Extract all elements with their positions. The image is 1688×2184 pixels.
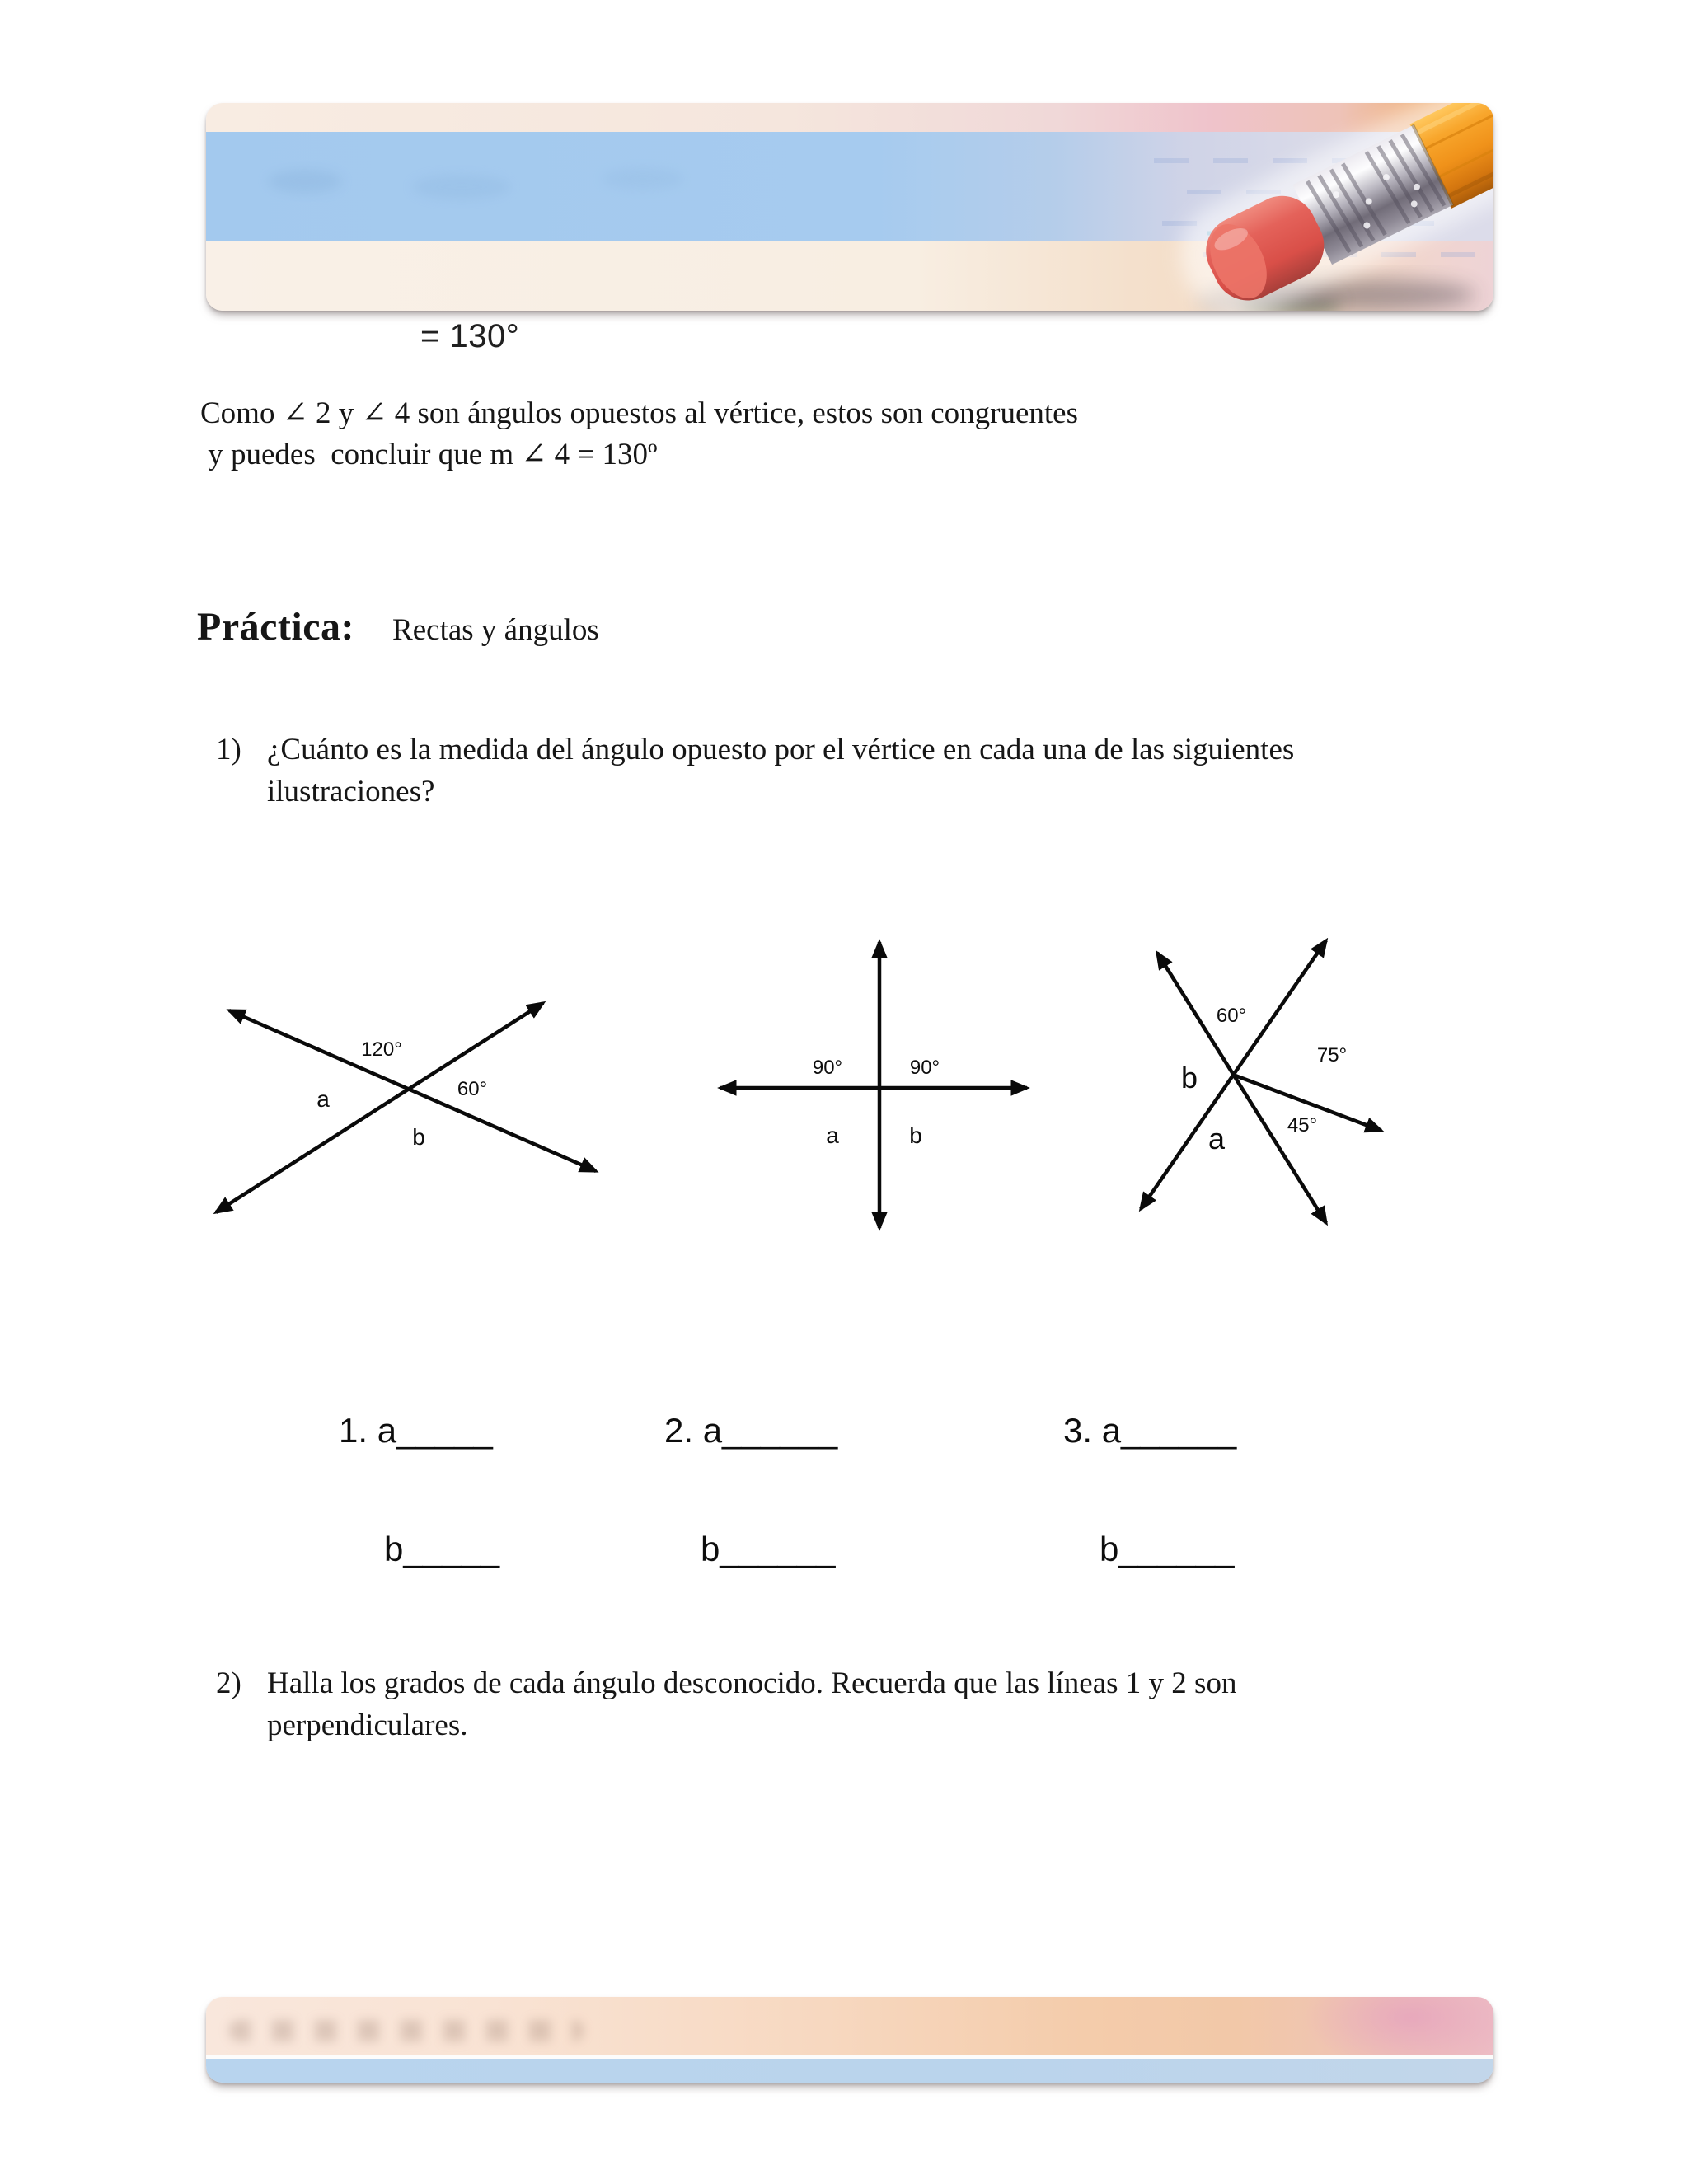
- q1-line-2: ilustraciones?: [267, 775, 435, 808]
- q1-text: [267, 729, 1294, 813]
- pencil-icon: [1163, 103, 1493, 311]
- q2-line-2: perpendiculares.: [267, 1708, 468, 1742]
- q2-text: [267, 1662, 1236, 1746]
- intro-line-1: Como ∠ 2 y ∠ 4 son ángulos opuestos al vértice, estos son congruentes: [200, 396, 1078, 430]
- practice-heading: [197, 604, 599, 649]
- answer-blank-3b: b______: [1100, 1530, 1235, 1568]
- d3-angle-right-label: 75°: [1316, 1044, 1348, 1066]
- footer-banner-blue-strip: [206, 2059, 1493, 2083]
- practice-title: Práctica:: [197, 605, 355, 649]
- q2-line-1: Halla los grados de cada ángulo desconocido. Recuerda que las líneas 1 y 2 son: [267, 1666, 1237, 1700]
- header-banner-art: [206, 103, 1493, 311]
- q1-number: 1): [216, 733, 241, 766]
- d3-label-a: a: [1207, 1122, 1226, 1155]
- d3-angle-lower-right-label: 45°: [1287, 1114, 1318, 1137]
- d1-angle-right-label: 60°: [457, 1078, 488, 1100]
- d1-label-a: a: [316, 1086, 330, 1112]
- footer-smudged-text: [229, 2020, 584, 2041]
- intro-paragraph: [200, 393, 1078, 476]
- q2-number: 2): [216, 1666, 241, 1700]
- header-banner: [206, 103, 1493, 311]
- intro-line-2: y puedes concluir que m ∠ 4 = 130º: [200, 438, 658, 471]
- answer-blank-2b: b______: [701, 1530, 836, 1568]
- diagram-1-two-intersecting-lines: [190, 948, 626, 1220]
- diagram-2-perpendicular-lines: [692, 907, 1039, 1236]
- q1-line-1: ¿Cuánto es la medida del ángulo opuesto por el vértice en cada una de las siguientes: [267, 733, 1295, 766]
- footer-banner: [206, 1997, 1493, 2083]
- answer-blank-1a: 1. a_____: [339, 1411, 493, 1450]
- practice-subtitle: Rectas y ángulos: [392, 613, 599, 647]
- d3-label-b: b: [1180, 1061, 1198, 1094]
- d2-label-a: a: [826, 1122, 839, 1148]
- d1-label-b: b: [412, 1124, 425, 1150]
- result-line: = 130°: [420, 318, 520, 354]
- diagram-3-three-lines: [1096, 898, 1467, 1244]
- d2-label-b: b: [909, 1122, 922, 1148]
- answer-blank-2a: 2. a______: [664, 1411, 838, 1450]
- d2-angle-right-label: 90°: [909, 1057, 940, 1079]
- answer-blank-3a: 3. a______: [1063, 1411, 1237, 1450]
- d1-line-steep: [216, 1003, 543, 1212]
- d2-angle-left-label: 90°: [812, 1057, 843, 1079]
- answer-blank-1b: b_____: [384, 1530, 500, 1568]
- d1-angle-top-label: 120°: [361, 1038, 402, 1061]
- d3-angle-top-label: 60°: [1216, 1005, 1247, 1027]
